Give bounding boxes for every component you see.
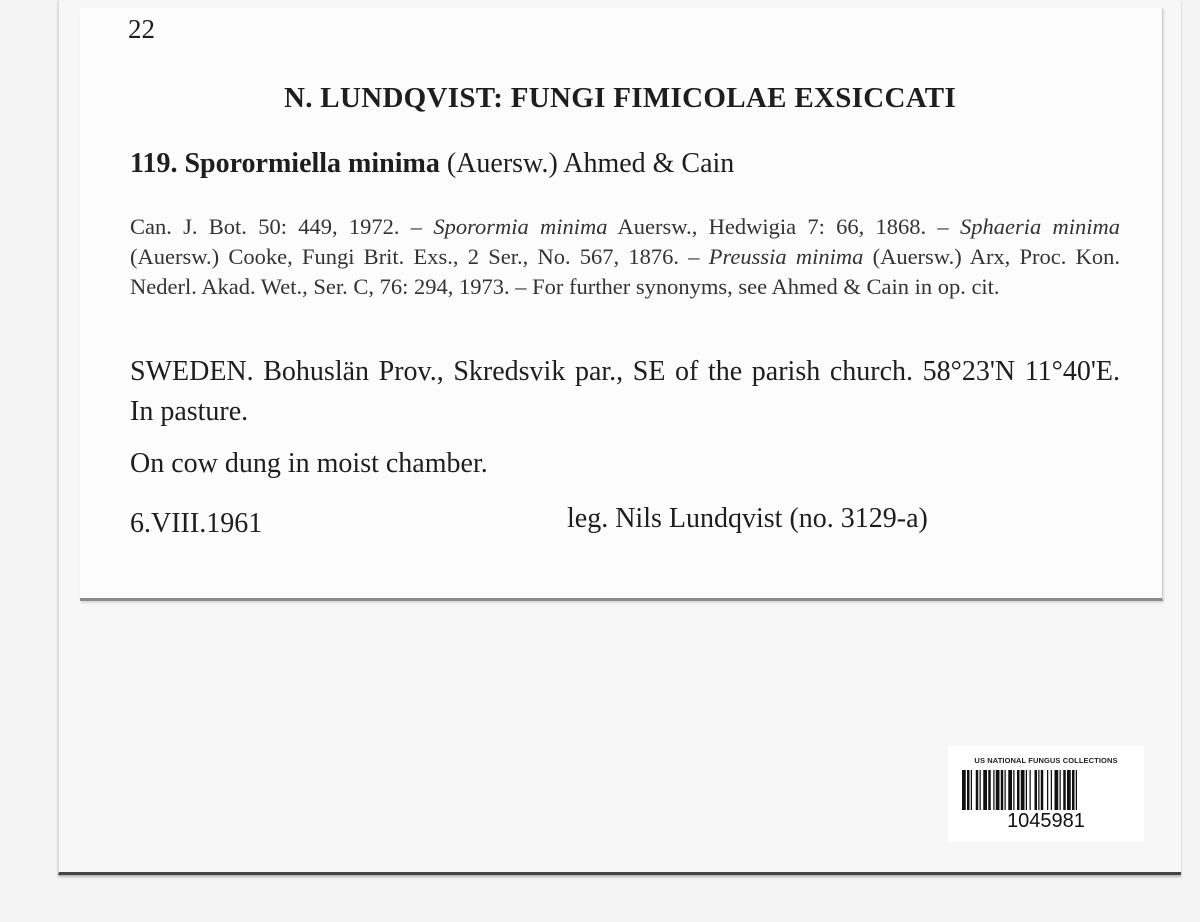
page-number: 22	[128, 14, 155, 44]
barcode-bar	[1060, 770, 1061, 810]
barcode-number: 1045981	[1007, 810, 1085, 832]
barcode-bar	[993, 770, 994, 810]
barcode-institution: US NATIONAL FUNGUS COLLECTIONS	[974, 756, 1118, 765]
substrate-text: On cow dung in moist chamber.	[130, 448, 488, 479]
synonymy-citation: Auersw., Hedwigia 7: 66, 1868. –	[607, 214, 960, 239]
barcode-bar	[971, 770, 972, 810]
species-authority: (Auersw.) Ahmed & Cain	[446, 148, 735, 179]
species-number: 119.	[130, 148, 178, 179]
barcode-bar	[967, 770, 970, 810]
species-heading	[130, 148, 734, 180]
barcode-bar	[980, 770, 981, 810]
synonym-preussia-minima: Preussia minima	[708, 244, 864, 269]
barcode-bar	[1038, 770, 1039, 810]
barcode-bar	[996, 770, 1000, 810]
barcode-bar	[1041, 770, 1044, 810]
barcode-bar	[988, 770, 991, 810]
species-name: Sporormiella minima	[184, 148, 440, 179]
synonymy-citation: (Auersw.) Cooke, Fungi Brit. Exs., 2 Ser., No. 567, 1876. –	[130, 244, 709, 269]
barcode-bar	[1008, 770, 1012, 810]
barcode-bar	[1076, 770, 1077, 810]
collector-text: leg. Nils Lundqvist (no. 3129-a)	[567, 503, 928, 534]
synonymy-citation: (Auersw.) Arx, Proc. Kon. Nederl. Akad. Wet., Ser. C, 76: 294, 1973. – For further synonyms, see Ahmed & Cain in op. cit.	[130, 244, 1120, 299]
barcode-icon	[962, 770, 1130, 810]
locality-text: SWEDEN. Bohuslän Prov., Skredsvik par., SE of the parish church. 58°23'N 11°40'E. In pasture.	[130, 356, 1120, 427]
barcode-bar	[1030, 770, 1031, 810]
barcode-bar	[976, 770, 979, 810]
barcode-label	[948, 746, 1144, 842]
barcode-bar	[1067, 770, 1071, 810]
barcode-bar	[1063, 770, 1066, 810]
collection-date: 6.VIII.1961	[130, 508, 263, 539]
barcode-bar	[1035, 770, 1038, 810]
barcode-bar	[1047, 770, 1048, 810]
series-title: N. LUNDQVIST: FUNGI FIMICOLAE EXSICCATI	[283, 82, 957, 114]
synonym-sphaeria-minima: Sphaeria minima	[959, 214, 1120, 239]
synonym-sporormia-minima: Sporormia minima	[433, 214, 608, 239]
barcode-bar	[1026, 770, 1027, 810]
synonymy-citation: Can. J. Bot. 50: 449, 1972. –	[130, 214, 434, 239]
barcode-bar	[962, 770, 966, 810]
barcode-bar	[1001, 770, 1004, 810]
barcode-bar	[1017, 770, 1020, 810]
barcode-bar	[1055, 770, 1059, 810]
barcode-bar	[1005, 770, 1006, 810]
synonymy-paragraph	[130, 212, 1120, 302]
barcode-bar	[1013, 770, 1014, 810]
barcode-bar	[1051, 770, 1052, 810]
barcode-bar	[983, 770, 987, 810]
barcode-bar	[1072, 770, 1075, 810]
barcode-bar	[1021, 770, 1025, 810]
